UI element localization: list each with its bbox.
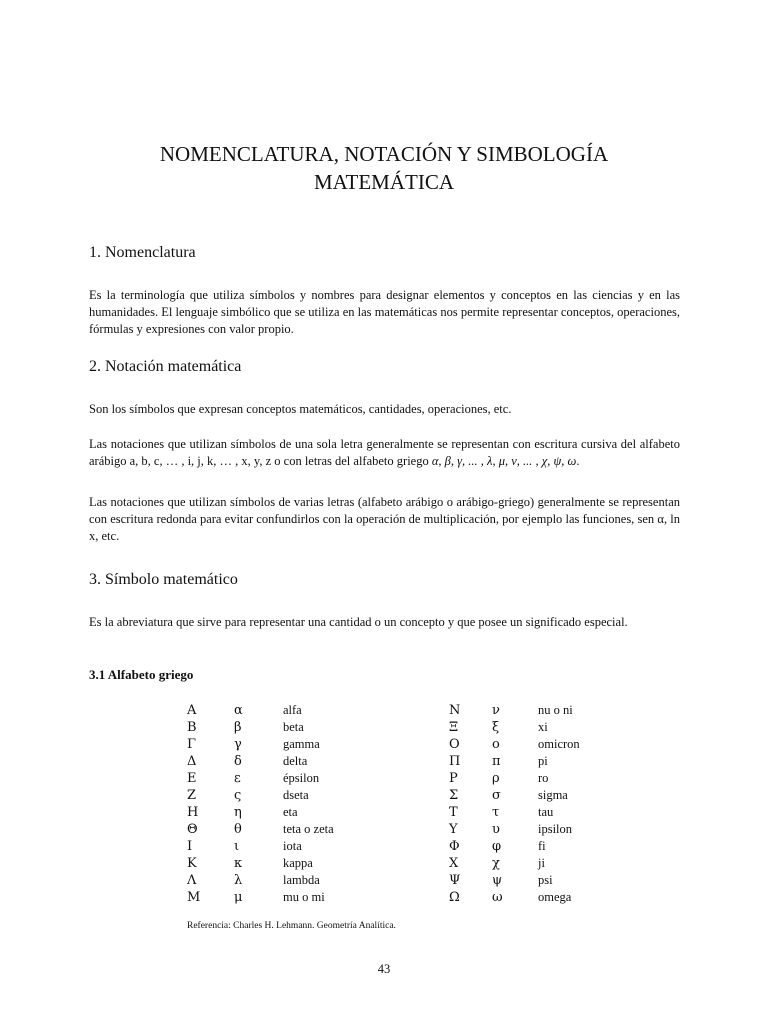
greek-letter-name: kappa — [283, 856, 313, 870]
greek-uppercase-letter: Υ — [449, 822, 458, 837]
greek-uppercase-letter: Ρ — [449, 771, 458, 786]
latin-letters-example: a, b, c, … , i, j, k, … , x, y, z — [129, 454, 272, 468]
greek-letter-name: eta — [283, 805, 298, 819]
table-row — [0, 753, 768, 770]
greek-letter-name: xi — [538, 720, 548, 734]
page-title — [0, 140, 768, 196]
greek-lowercase-letter: μ — [234, 890, 243, 905]
greek-lowercase-letter: ν — [492, 703, 500, 718]
section-heading-notacion: 2. Notación matemática — [89, 358, 242, 375]
greek-letter-name: ipsilon — [538, 822, 573, 836]
function-sen-example: sen α — [637, 512, 664, 526]
greek-uppercase-letter: Ε — [187, 771, 197, 786]
greek-uppercase-letter: Γ — [187, 737, 197, 752]
notacion-p3-comma: , — [663, 512, 668, 526]
section-heading-nomenclatura: 1. Nomenclatura — [89, 244, 196, 261]
title-line-2: MATEMÁTICA — [314, 170, 454, 194]
notacion-p3-text-1: Las notaciones que utilizan símbolos de varias letras (alfabeto arábigo o arábigo-griego) generalmente se representan con escritura redonda para evitar confundirlos con la operación de multiplicación, por ejemplo las funciones, — [89, 495, 680, 526]
greek-lowercase-letter: τ — [492, 805, 500, 820]
greek-letter-name: omicron — [538, 737, 580, 751]
greek-letter-name: tau — [538, 805, 554, 819]
greek-uppercase-letter: Μ — [187, 890, 201, 905]
greek-uppercase-letter: Φ — [449, 839, 460, 854]
greek-letter-name: omega — [538, 890, 572, 904]
greek-letter-name: beta — [283, 720, 304, 734]
greek-uppercase-letter: Τ — [449, 805, 458, 820]
notacion-paragraph-1: Son los símbolos que expresan conceptos matemáticos, cantidades, operaciones, etc. — [89, 402, 512, 416]
notacion-p2-text-1: Las notaciones que utilizan símbolos de una sola letra generalmente se representan con escritura cursiva del alfabeto arábigo — [89, 437, 680, 468]
greek-uppercase-letter: Ν — [449, 703, 461, 718]
greek-uppercase-letter: Χ — [449, 856, 459, 871]
reference-note: Referencia: Charles H. Lehmann. Geometría Analítica. — [187, 921, 396, 931]
function-ln-example: ln x — [89, 512, 680, 543]
greek-letter-name: sigma — [538, 788, 568, 802]
greek-letter-name: épsilon — [283, 771, 320, 785]
table-row — [0, 889, 768, 906]
greek-uppercase-letter: Σ — [449, 788, 459, 803]
greek-letter-name: gamma — [283, 737, 320, 751]
greek-uppercase-letter: Κ — [187, 856, 197, 871]
greek-letter-name: delta — [283, 754, 308, 768]
greek-uppercase-letter: Λ — [187, 873, 197, 888]
greek-letter-name: iota — [283, 839, 302, 853]
table-row — [0, 736, 768, 753]
greek-uppercase-letter: Η — [187, 805, 199, 820]
notacion-p2-text-2: o con letras del alfabeto griego — [274, 454, 429, 468]
greek-uppercase-letter: Β — [187, 720, 197, 735]
greek-letter-name: lambda — [283, 873, 320, 887]
greek-letter-name: dseta — [283, 788, 309, 802]
table-row — [0, 872, 768, 889]
greek-letter-name: nu o ni — [538, 703, 573, 717]
greek-lowercase-letter: θ — [234, 822, 242, 837]
greek-lowercase-letter: ψ — [492, 873, 503, 888]
greek-letter-name: teta o zeta — [283, 822, 334, 836]
greek-letter-name: ro — [538, 771, 549, 785]
greek-uppercase-letter: Ω — [449, 890, 460, 905]
table-row — [0, 821, 768, 838]
greek-letter-name: alfa — [283, 703, 302, 717]
greek-lowercase-letter: σ — [492, 788, 501, 803]
greek-lowercase-letter: λ — [234, 873, 243, 888]
greek-lowercase-letter: χ — [492, 856, 500, 871]
greek-lowercase-letter: π — [492, 754, 501, 769]
table-row — [0, 787, 768, 804]
greek-uppercase-letter: Δ — [187, 754, 197, 769]
greek-uppercase-letter: Ι — [187, 839, 193, 854]
greek-lowercase-letter: υ — [492, 822, 500, 837]
section-body-simbolo: Es la abreviatura que sirve para representar una cantidad o un concepto y que posee un significado especial. — [89, 615, 628, 629]
table-row — [0, 770, 768, 787]
greek-uppercase-letter: Ξ — [449, 720, 459, 735]
table-row — [0, 838, 768, 855]
greek-letter-name: fi — [538, 839, 546, 853]
table-row — [0, 804, 768, 821]
table-row — [0, 855, 768, 872]
greek-uppercase-letter: Ο — [449, 737, 460, 752]
section-heading-simbolo: 3. Símbolo matemático — [89, 571, 238, 588]
greek-uppercase-letter: Ψ — [449, 873, 461, 888]
greek-letter-name: pi — [538, 754, 548, 768]
greek-lowercase-letter: ρ — [492, 771, 500, 786]
greek-lowercase-letter: ξ — [492, 720, 500, 735]
greek-lowercase-letter: ε — [234, 771, 241, 786]
greek-lowercase-letter: ο — [492, 737, 500, 752]
greek-uppercase-letter: Θ — [187, 822, 198, 837]
notacion-paragraph-2 — [89, 436, 680, 470]
greek-uppercase-letter: Α — [187, 703, 197, 718]
section-body-nomenclatura: Es la terminología que utiliza símbolos y nombres para designar elementos y conceptos en las ciencias y en las humanidades. El lenguaje simbólico que se utiliza en las matemáticas nos permite representar conceptos, operaciones, fórmulas y expresiones con valor propio. — [89, 288, 680, 336]
notacion-p3-end: , etc. — [95, 529, 120, 543]
greek-letter-name: psi — [538, 873, 553, 887]
greek-lowercase-letter: κ — [234, 856, 243, 871]
table-row — [0, 702, 768, 719]
greek-letters-example: α, β, γ, ... , λ, μ, ν, ... , χ, ψ, ω — [431, 454, 577, 468]
greek-lowercase-letter: α — [234, 703, 243, 718]
page-number: 43 — [377, 962, 391, 976]
greek-lowercase-letter: ω — [492, 890, 503, 905]
greek-letter-name: mu o mi — [283, 890, 325, 904]
subsection-heading-alfabeto-griego: 3.1 Alfabeto griego — [89, 667, 194, 682]
greek-lowercase-letter: β — [234, 720, 242, 735]
notacion-paragraph-3 — [89, 494, 680, 545]
greek-uppercase-letter: Π — [449, 754, 461, 769]
greek-letter-name: ji — [538, 856, 545, 870]
greek-lowercase-letter: ι — [234, 839, 240, 854]
table-row — [0, 719, 768, 736]
greek-lowercase-letter: φ — [492, 839, 502, 854]
greek-lowercase-letter: η — [234, 805, 242, 820]
greek-lowercase-letter: δ — [234, 754, 242, 769]
greek-lowercase-letter: γ — [234, 737, 242, 752]
greek-uppercase-letter: Ζ — [187, 788, 197, 803]
greek-lowercase-letter: ς — [234, 788, 242, 803]
title-line-1: NOMENCLATURA, NOTACIÓN Y SIMBOLOGÍA — [159, 142, 609, 166]
notacion-p2-end: . — [576, 454, 580, 468]
